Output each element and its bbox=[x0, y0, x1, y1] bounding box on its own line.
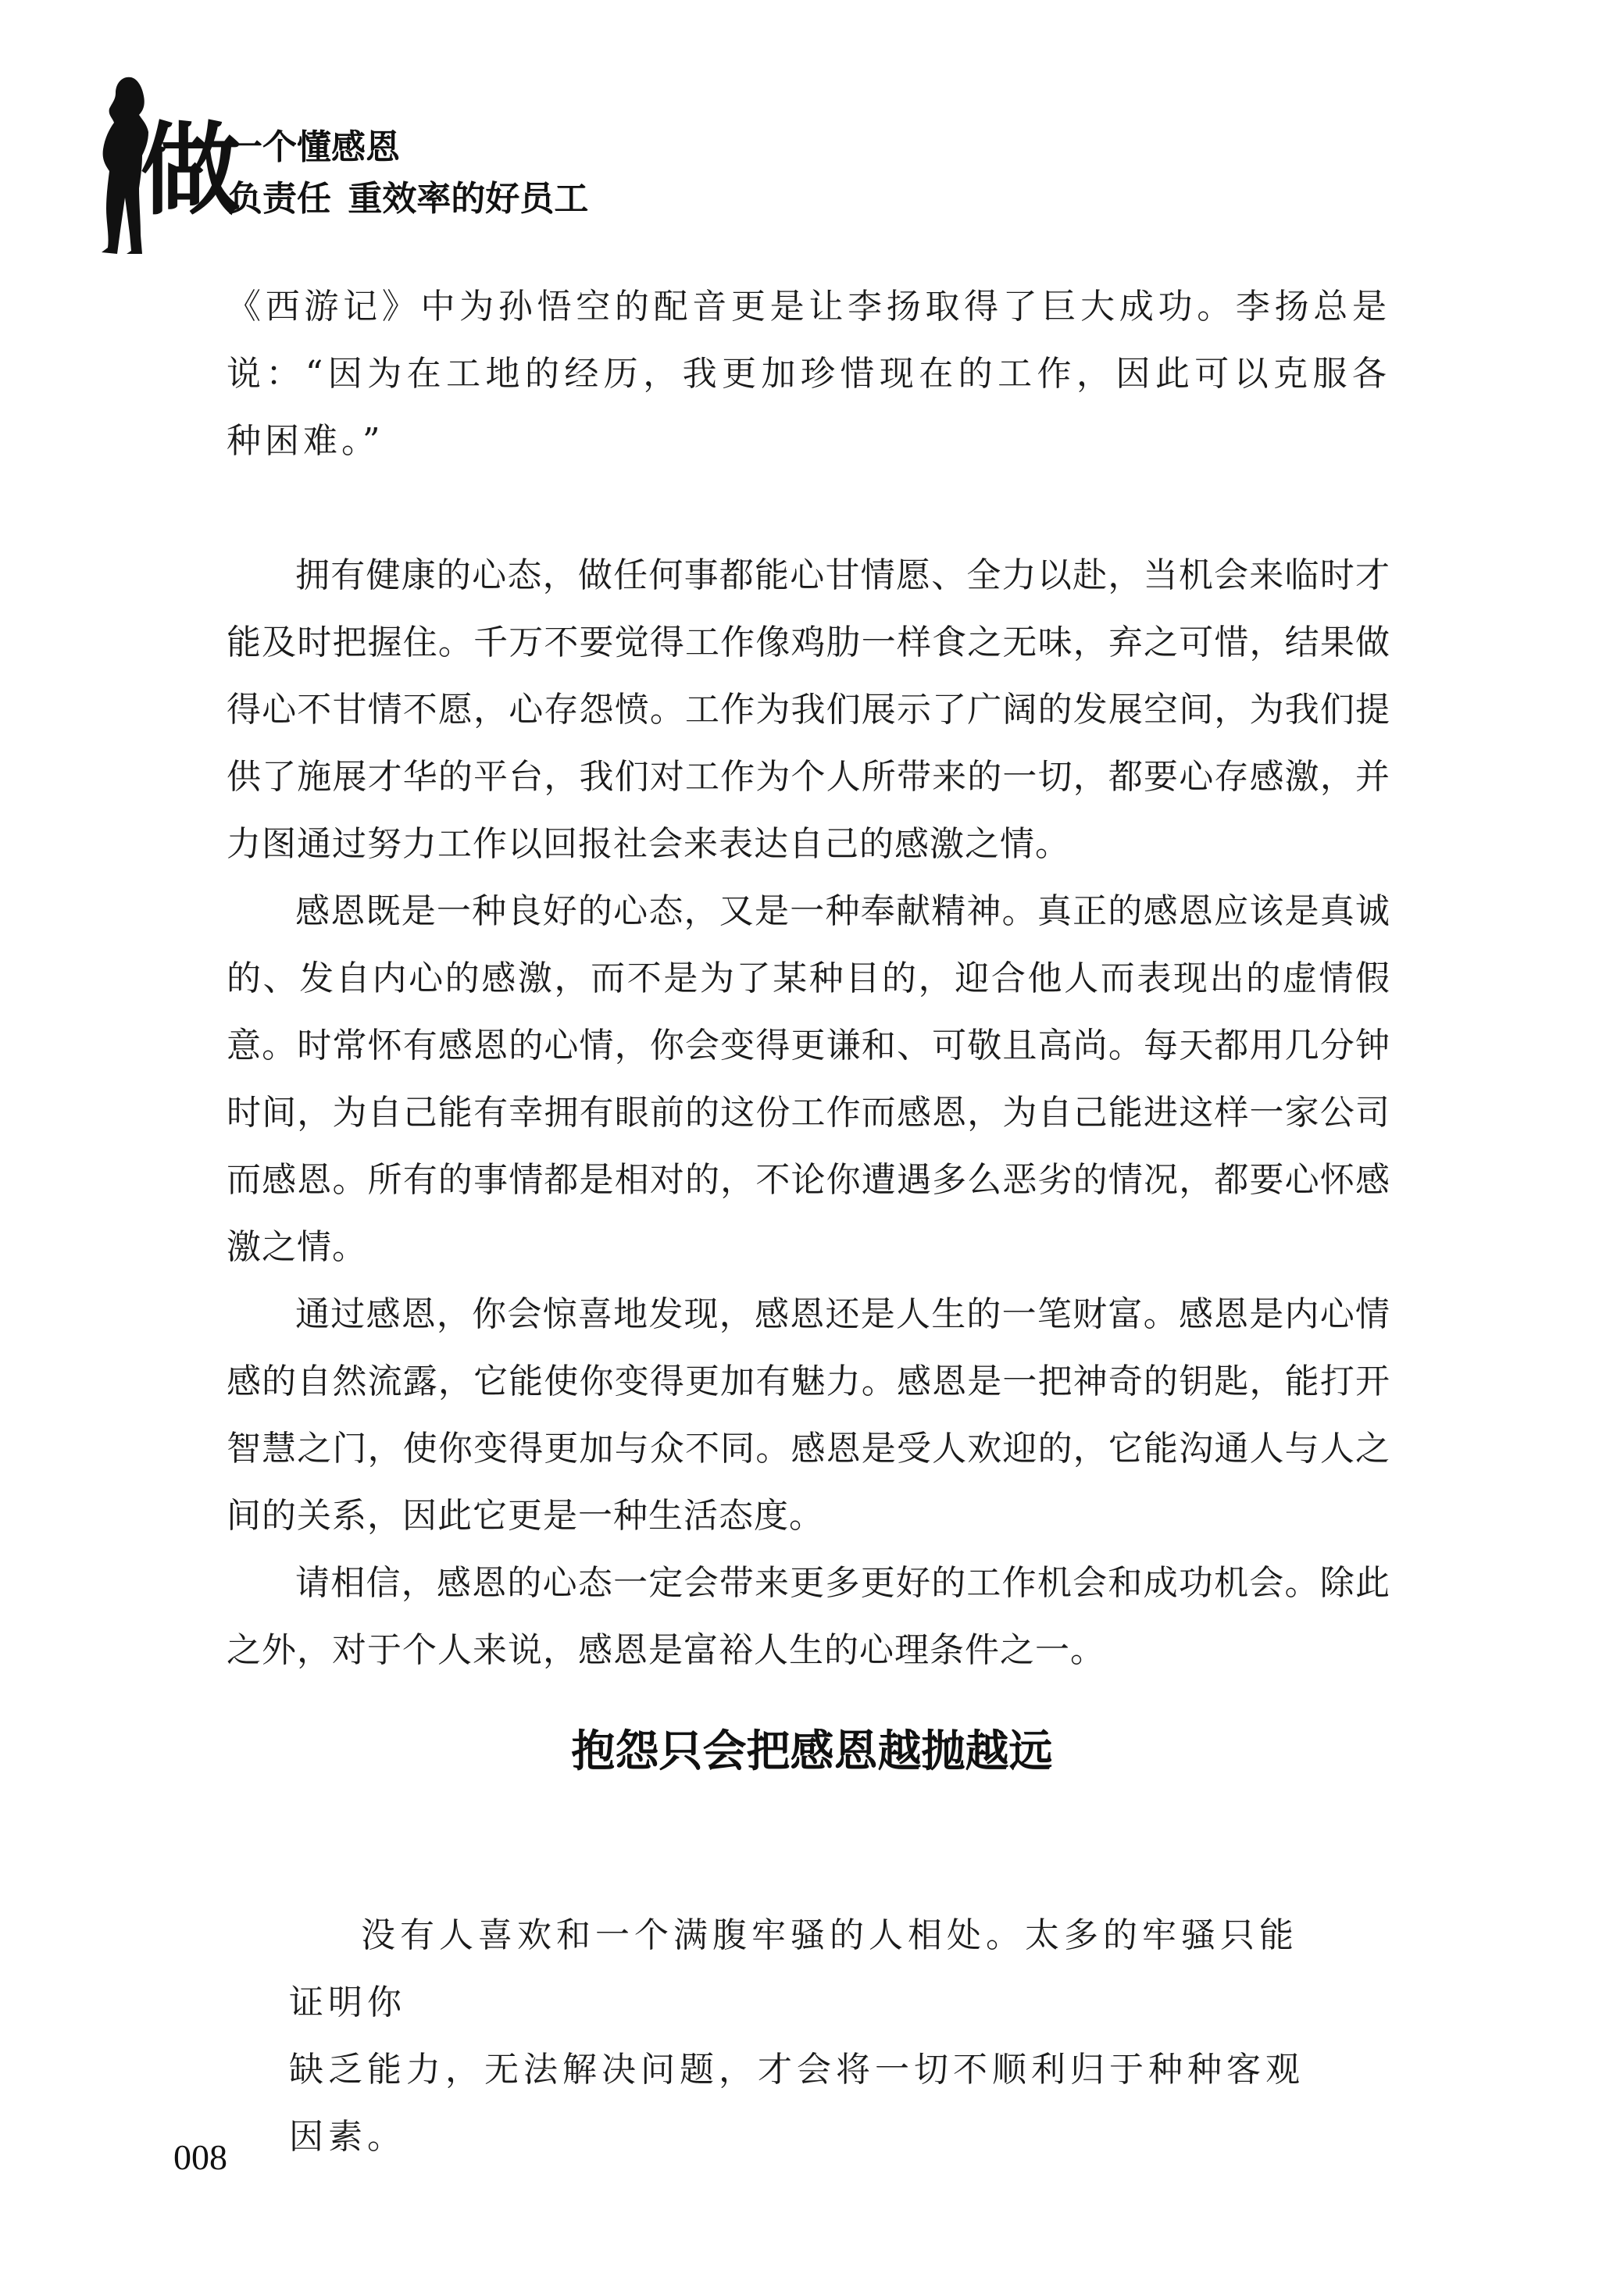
header-big-character: 做 bbox=[141, 112, 241, 229]
quote-line: 缺乏能力，无法解决问题，才会将一切不顺利归于种种客观因素。 bbox=[289, 2050, 1305, 2157]
paragraph: 通过感恩，你会惊喜地发现，感恩还是人生的一笔财富。感恩是内心情感的自然流露，它能使你变得更加有魅力。感恩是一把神奇的钥匙，能打开智慧之门，使你变得更加与众不同。感恩是受人欢迎的，它能沟通人与人之间的关系，因此它更是一种生活态度。 bbox=[227, 1294, 1390, 1536]
header-title-line2: 负责任 重效率的好员工 bbox=[228, 179, 589, 219]
paragraph: 请相信，感恩的心态一定会带来更多更好的工作机会和成功机会。除此之外，对于个人来说，感恩是富裕人生的心理条件之一。 bbox=[227, 1563, 1390, 1670]
paragraph: 感恩既是一种良好的心态，又是一种奉献精神。真正的感恩应该是真诚的、发自内心的感激，而不是为了某种目的，迎合他人而表现出的虚情假意。时常怀有感恩的心情，你会变得更谦和、可敬且高尚。每天都用几分钟时间，为自己能有幸拥有眼前的这份工作而感恩，为自己能进这样一家公司而感恩。所有的事情都是相对的，不论你遭遇多么恶劣的情况，都要心怀感激之情。 bbox=[227, 891, 1390, 1267]
header-title-line1: 一个懂感恩 bbox=[228, 127, 400, 167]
quote-line: 没有人喜欢和一个满腹牢骚的人相处。太多的牢骚只能证明你 bbox=[289, 1915, 1298, 2022]
paragraph-gap bbox=[227, 475, 1390, 542]
quote-block bbox=[289, 1902, 1328, 2171]
book-header bbox=[86, 74, 648, 262]
paragraph: 拥有健康的心态，做任何事都能心甘情愿、全力以赴，当机会来临时才能及时把握住。千万不要觉得工作像鸡肋一样食之无味，弃之可惜，结果做得心不甘情不愿，心存怨愤。工作为我们展示了广阔的发展空间，为我们提供了施展才华的平台，我们对工作为个人所带来的一切，都要心存感激，并力图通过努力工作以回报社会来表达自己的感激之情。 bbox=[227, 555, 1390, 864]
paragraph-continuation: 《西游记》中为孙悟空的配音更是让李扬取得了巨大成功。李扬总是说：“因为在工地的经历，我更加珍惜现在的工作，因此可以克服各种困难。” bbox=[227, 287, 1390, 461]
page-number: 008 bbox=[173, 2137, 227, 2177]
main-content bbox=[227, 273, 1390, 1684]
section-title: 抱怨只会把感恩越抛越远 bbox=[571, 1726, 1053, 1777]
